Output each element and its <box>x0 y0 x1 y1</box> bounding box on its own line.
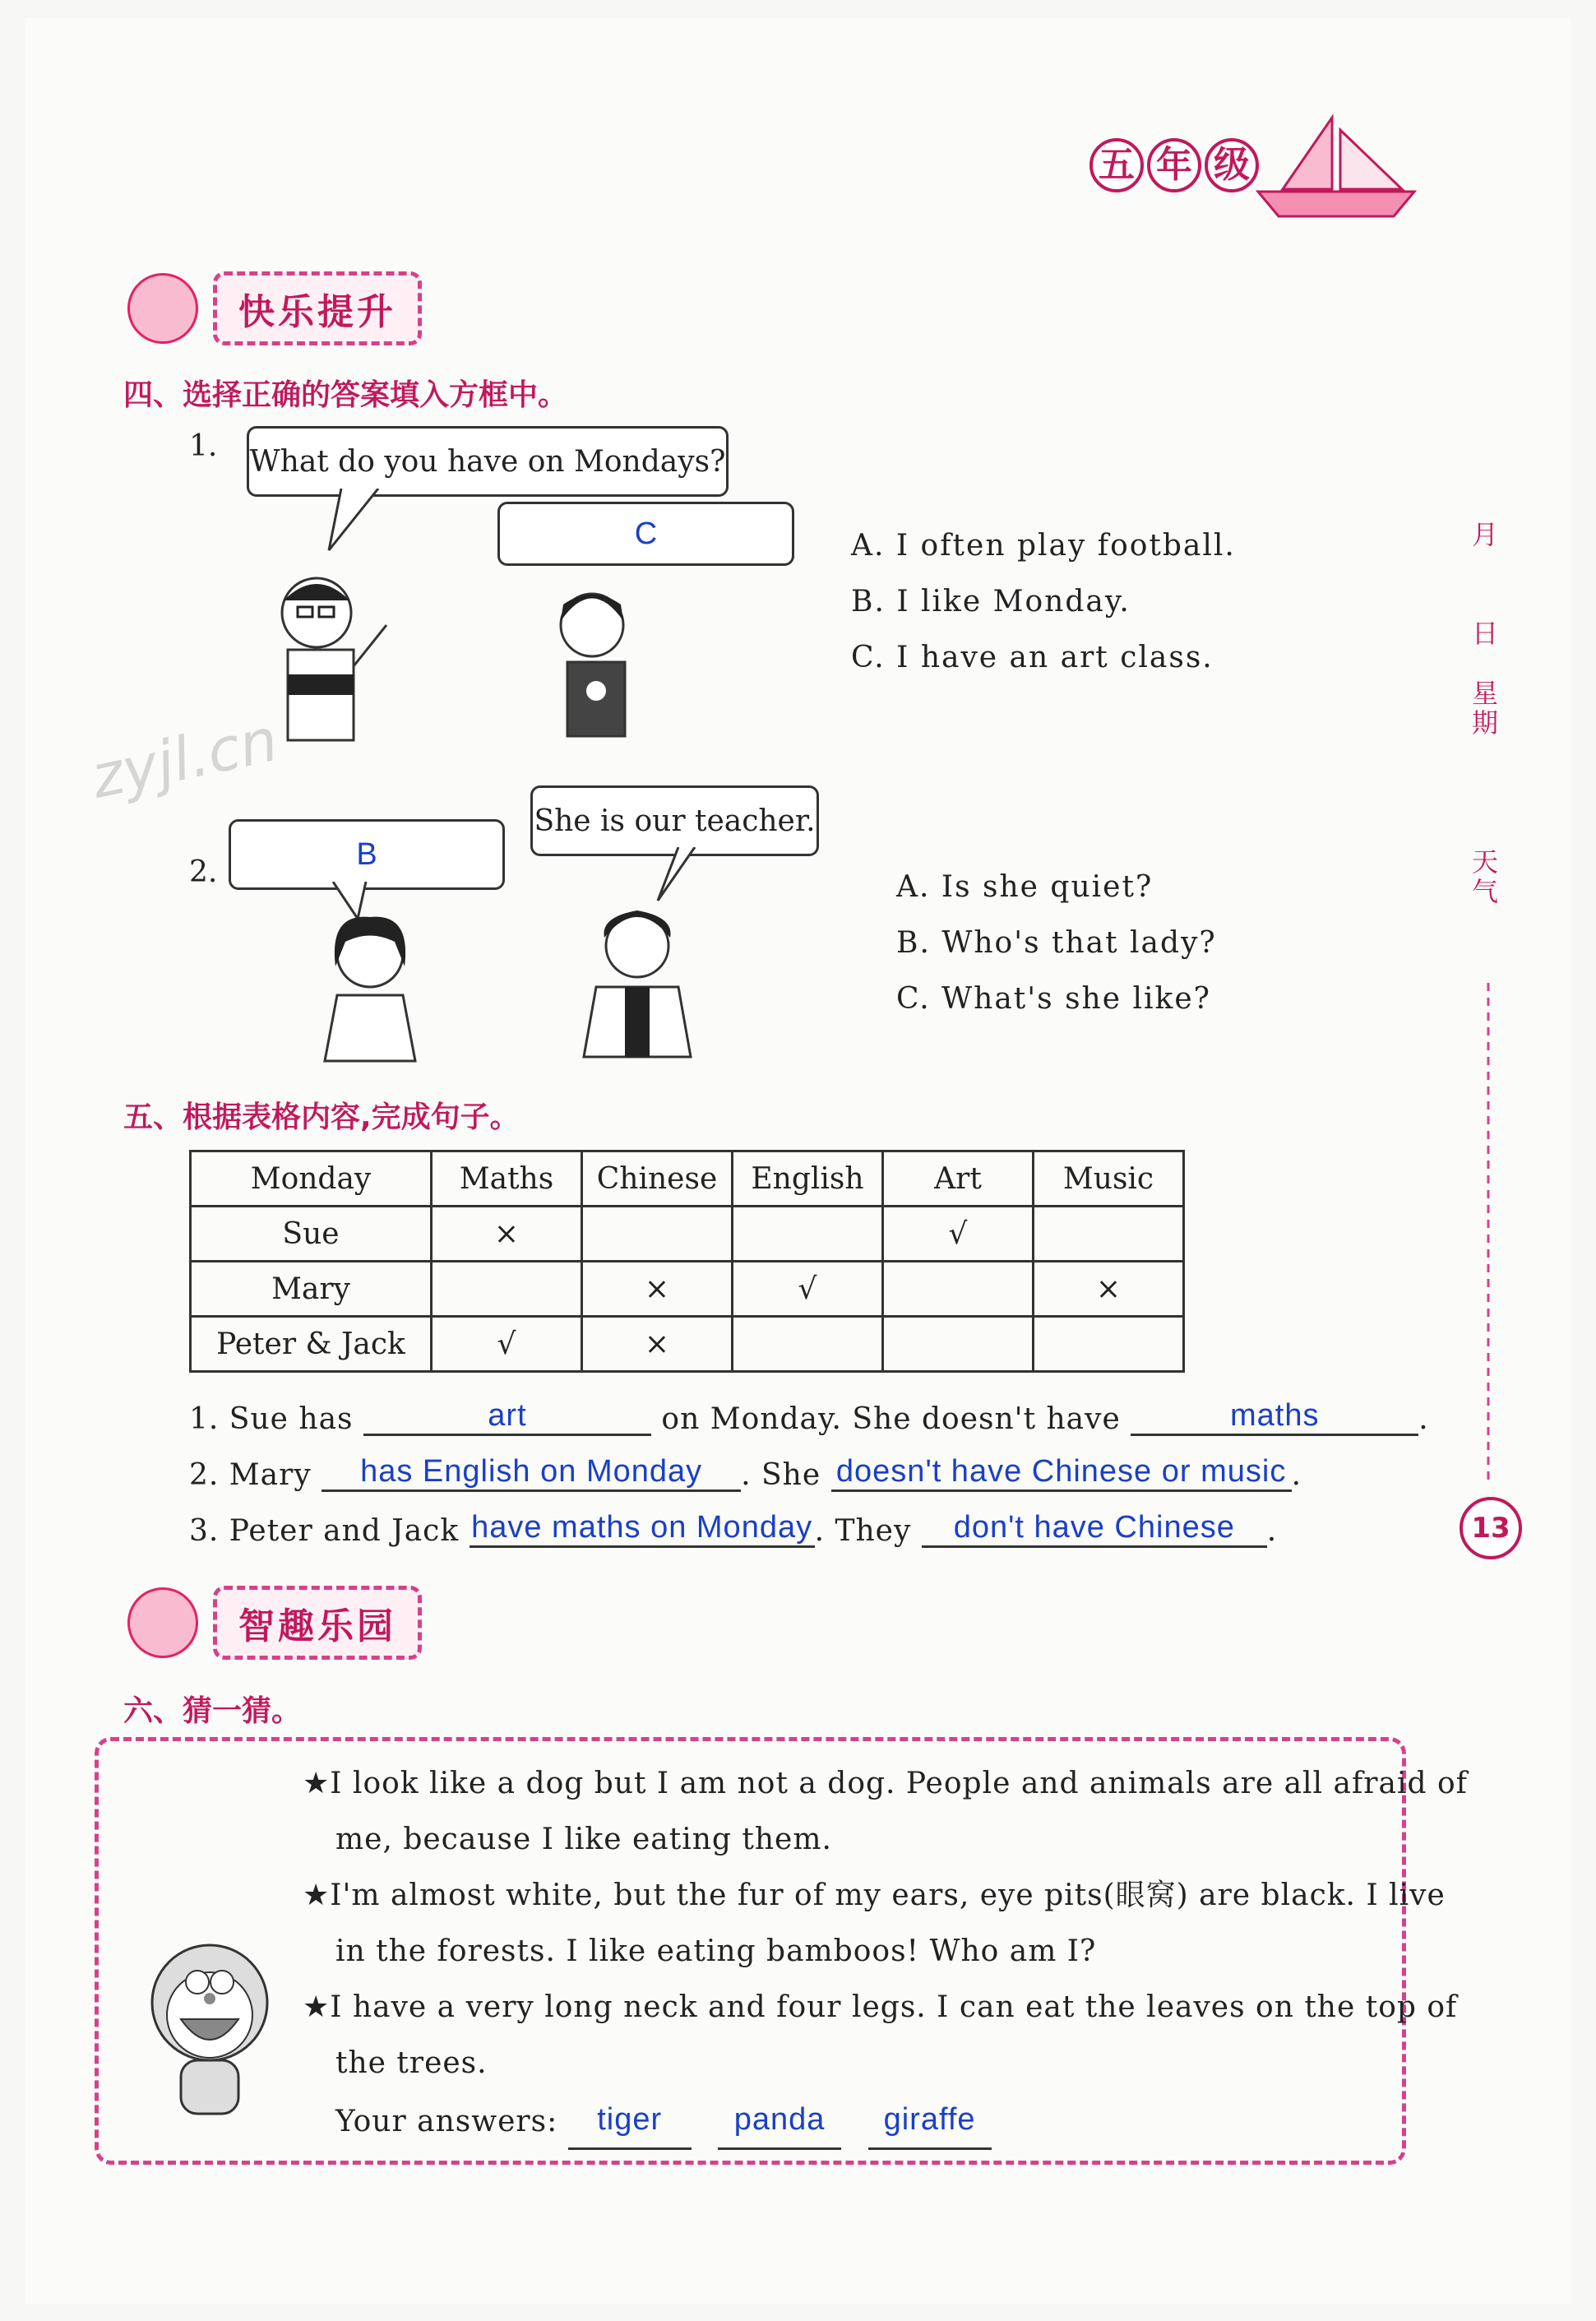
flower-vine-decoration <box>1476 983 1501 1485</box>
side-month: 月 <box>1472 519 1499 550</box>
section-banner-fun <box>127 1586 422 1660</box>
table-row <box>191 1262 1184 1317</box>
answer-blank[interactable]: art <box>363 1398 651 1436</box>
table-cell: × <box>1034 1262 1184 1317</box>
sentence-1 <box>189 1398 1429 1436</box>
side-weather: 天气 <box>1472 846 1499 907</box>
section5-heading: 五、根据表格内容,完成句子。 <box>123 1100 520 1134</box>
banner-title: 快乐提升 <box>213 271 422 345</box>
sentence-text: . <box>1418 1402 1429 1436</box>
option-b: B. Who's that lady? <box>896 926 1217 960</box>
page-number: 13 <box>1460 1497 1522 1559</box>
table-cell <box>733 1207 883 1262</box>
sentence-3 <box>189 1510 1277 1548</box>
bubble-text: She is our teacher. <box>534 804 816 838</box>
bubble-tail <box>325 489 391 554</box>
grade-char: 级 <box>1205 138 1259 192</box>
table-cell <box>1034 1207 1184 1262</box>
answers-row <box>303 2092 1468 2150</box>
grade-char: 五 <box>1089 138 1144 192</box>
teacher-illustration <box>576 901 699 1061</box>
side-week: 星期 <box>1472 678 1499 739</box>
section-banner-happy <box>127 271 422 345</box>
table-row <box>191 1317 1184 1372</box>
answer-blank[interactable]: giraffe <box>868 2092 992 2150</box>
sailboat-icon <box>1250 114 1423 220</box>
section6-heading: 六、猜一猜。 <box>123 1694 302 1728</box>
table-cell: Sue <box>191 1207 432 1262</box>
banner-title: 智趣乐园 <box>213 1586 422 1660</box>
answer-text: B <box>356 836 377 872</box>
table-header-row <box>191 1151 1184 1207</box>
koala-icon <box>127 273 198 344</box>
table-cell <box>883 1262 1034 1317</box>
option-b: B. I like Monday. <box>851 585 1131 618</box>
answer-text: C <box>634 516 658 551</box>
q1-options <box>851 518 1236 686</box>
header-cell: Art <box>883 1151 1034 1207</box>
sentence-text: 1. Sue has <box>189 1402 354 1436</box>
q2-options <box>896 859 1217 1027</box>
answer-blank[interactable]: tiger <box>568 2092 692 2150</box>
riddle-line: the trees. <box>335 2046 488 2080</box>
table-cell <box>582 1207 733 1262</box>
table-cell <box>1034 1317 1184 1372</box>
option-c: C. What's she like? <box>896 982 1211 1016</box>
sentence-text: 3. Peter and Jack <box>189 1514 460 1548</box>
answer-blank[interactable]: has English on Monday <box>322 1454 741 1492</box>
riddle-list <box>303 1756 1468 2150</box>
table-cell: √ <box>733 1262 883 1317</box>
riddle-line: ★I'm almost white, but the fur of my ears, eye pits(眼窝) are black. I live <box>303 1879 1446 1912</box>
table-cell: × <box>432 1207 582 1262</box>
table-row <box>191 1207 1184 1262</box>
option-a: A. Is she quiet? <box>896 870 1154 904</box>
option-a: A. I often play football. <box>851 529 1236 563</box>
riddle-line: me, because I like eating them. <box>335 1823 832 1856</box>
section4-heading: 四、选择正确的答案填入方框中。 <box>123 378 568 412</box>
sentence-text: . They <box>814 1514 912 1548</box>
header-cell: Monday <box>191 1151 432 1207</box>
table-cell: √ <box>432 1317 582 1372</box>
riddle-line: ★I have a very long neck and four legs. I can eat the leaves on the top of <box>303 1990 1458 2024</box>
boy-with-glasses-illustration <box>263 568 403 757</box>
sentence-text: 2. Mary <box>189 1458 312 1492</box>
riddle-line: in the forests. I like eating bamboos! Who am I? <box>335 1934 1097 1968</box>
sentence-2 <box>189 1454 1302 1492</box>
girl-mascot-icon <box>127 1587 198 1658</box>
q1-number: 1. <box>189 429 218 463</box>
table-cell: √ <box>883 1207 1034 1262</box>
q2-number: 2. <box>189 855 218 889</box>
riddle-line: ★I look like a dog but I am not a dog. People and animals are all afraid of <box>303 1767 1468 1800</box>
answer-box-q2[interactable] <box>229 819 505 890</box>
bubble-text: What do you have on Mondays? <box>249 444 726 479</box>
header-cell: Chinese <box>582 1151 733 1207</box>
table-cell: Peter & Jack <box>191 1317 432 1372</box>
table-cell: Mary <box>191 1262 432 1317</box>
bubble-tail <box>650 847 699 905</box>
table-cell: × <box>582 1317 733 1372</box>
schedule-table <box>189 1150 1185 1373</box>
speech-bubble-statement <box>530 785 819 856</box>
answers-label: Your answers: <box>335 2105 558 2138</box>
sentence-text: . She <box>741 1458 821 1492</box>
sentence-text: on Monday. She doesn't have <box>661 1402 1121 1436</box>
grade-label <box>1089 138 1259 192</box>
answer-blank[interactable]: don't have Chinese <box>922 1510 1267 1548</box>
sentence-text: . <box>1266 1514 1278 1548</box>
table-cell <box>733 1317 883 1372</box>
table-cell <box>432 1262 582 1317</box>
header-cell: English <box>733 1151 883 1207</box>
sentence-text: . <box>1291 1458 1302 1492</box>
option-c: C. I have an art class. <box>851 641 1214 674</box>
speech-bubble-question <box>247 426 729 497</box>
table-cell: × <box>582 1262 733 1317</box>
answer-blank[interactable]: panda <box>718 2092 841 2150</box>
watermark: zyjl.cn <box>85 705 284 812</box>
answer-blank[interactable]: doesn't have Chinese or music <box>831 1454 1292 1492</box>
answer-blank[interactable]: maths <box>1131 1398 1418 1436</box>
header-cell: Maths <box>432 1151 582 1207</box>
answer-box-q1[interactable] <box>497 502 794 566</box>
side-day: 日 <box>1472 618 1499 649</box>
doraemon-icon <box>140 1937 280 2126</box>
grade-char: 年 <box>1147 138 1201 192</box>
girl-illustration <box>539 580 654 744</box>
girl-student-illustration <box>312 909 428 1065</box>
header-cell: Music <box>1034 1151 1184 1207</box>
answer-blank[interactable]: have maths on Monday <box>470 1510 815 1548</box>
table-cell <box>883 1317 1034 1372</box>
